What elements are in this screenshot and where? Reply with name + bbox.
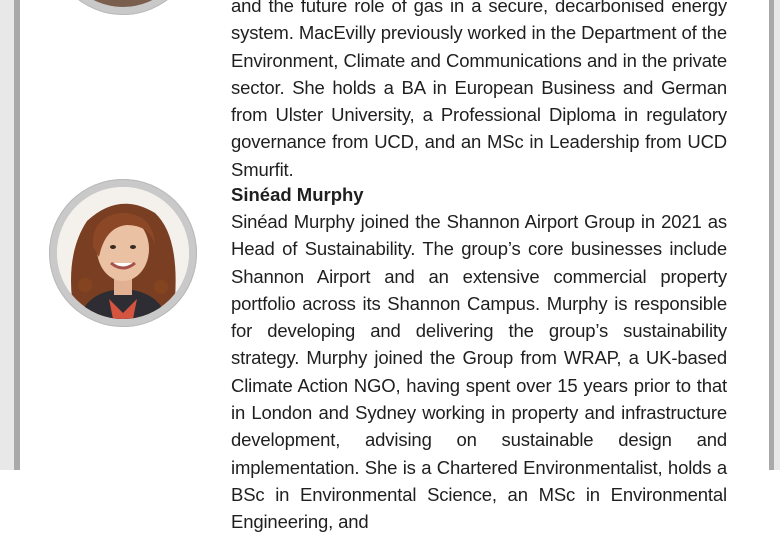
profile-photo-macevilly bbox=[57, 0, 189, 7]
page-right-border bbox=[769, 0, 780, 470]
bio-text-murphy bbox=[231, 208, 727, 536]
bio-paragraph: Sinéad Murphy joined the Shannon Airport Group in 2021 as Head of Sustainability. The group’s core businesses include Shannon Airport and an extensive commercial property portfolio across its Shannon Campus. Murphy is responsible for developing and delivering the group’s sustainability strategy. Murphy joined the Group from WRAP, a UK-based Climate Action NGO, having spent over 15 years prior to that in London and Sydney working in property and infrastructure development, advising on sustainable design and implementation. She is a Chartered Environmentalist, holds a BSc in Environmental Science, an MSc in Environmental Engineering, and bbox=[231, 211, 727, 533]
bio-text-macevilly bbox=[231, 0, 727, 183]
person-portrait-icon bbox=[57, 0, 189, 7]
bio-paragraph: and the future role of gas in a secure, decarbonised energy system. MacEvilly previously worked in the Department of the Environment, Climate and Communications and in the private sector. She holds a BA in European Business and German from Ulster University, a Professional Diploma in regulatory governance from UCD, and an MSc in Leadership from UCD Smurfit. bbox=[231, 0, 727, 180]
profile-name-murphy: Sinéad Murphy bbox=[231, 184, 364, 205]
profile-photo-murphy bbox=[57, 187, 189, 319]
page-left-border bbox=[0, 0, 20, 470]
person-portrait-icon bbox=[57, 187, 189, 319]
